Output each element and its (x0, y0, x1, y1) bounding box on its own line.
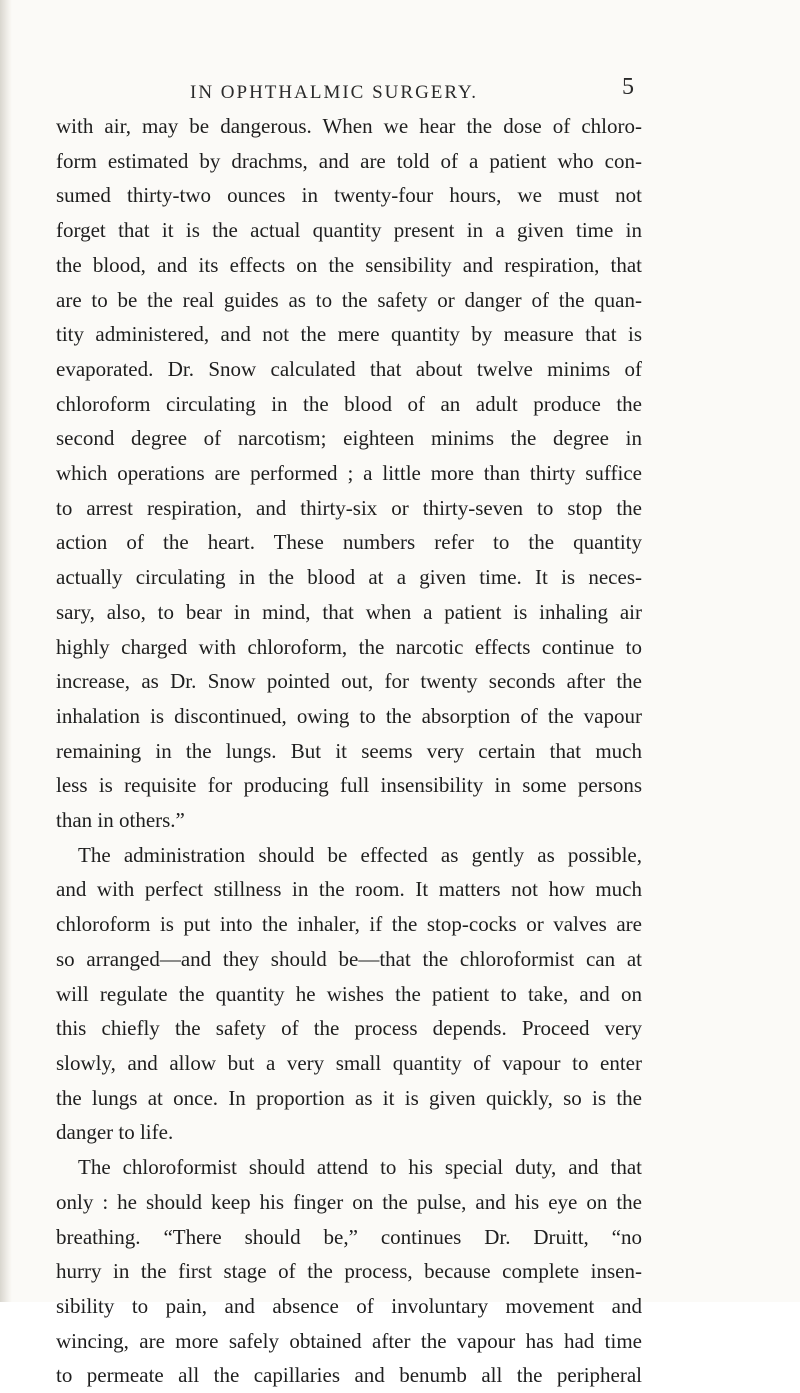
text-line: sibility to pain, and absence of involuntary movement and (56, 1293, 642, 1318)
text-line: action of the heart. These numbers refer to the quantity (56, 530, 642, 555)
text-line: danger to life. (56, 1120, 174, 1145)
text-line: hurry in the first stage of the process, because complete insen- (56, 1259, 642, 1284)
text-line: The administration should be effected as gently as possible, (78, 842, 642, 867)
text-line: only : he should keep his finger on the pulse, and his eye on the (56, 1189, 642, 1214)
text-line: the blood, and its effects on the sensibility and respiration, that (56, 252, 642, 277)
page-binding-edge (0, 0, 12, 1302)
running-head: IN OPHTHALMIC SURGERY. (190, 82, 479, 103)
text-line: and with perfect stillness in the room. It matters not how much (56, 877, 642, 902)
text-line: evaporated. Dr. Snow calculated that about twelve minims of (56, 356, 642, 381)
text-line: highly charged with chloroform, the narcotic effects continue to (56, 634, 642, 659)
text-line: than in others.” (56, 808, 185, 833)
text-line: remaining in the lungs. But it seems very certain that much (56, 738, 642, 763)
text-line: forget that it is the actual quantity present in a given time in (56, 218, 642, 243)
text-line: the lungs at once. In proportion as it is given quickly, so is the (56, 1085, 642, 1110)
text-line: actually circulating in the blood at a given time. It is neces- (56, 565, 642, 590)
text-line: second degree of narcotism; eighteen minims the degree in (56, 426, 642, 451)
text-line: to permeate all the capillaries and benumb all the peripheral (56, 1363, 642, 1388)
text-line: to arrest respiration, and thirty-six or thirty-seven to stop the (56, 495, 642, 520)
page-header (0, 70, 800, 110)
text-line: chloroform circulating in the blood of an adult produce the (56, 391, 642, 416)
text-line: chloroform is put into the inhaler, if the stop-cocks or valves are (56, 912, 642, 937)
text-line: sary, also, to bear in mind, that when a patient is inhaling air (56, 599, 642, 624)
text-line: slowly, and allow but a very small quantity of vapour to enter (56, 1050, 642, 1075)
text-line: which operations are performed ; a little more than thirty suffice (56, 461, 642, 486)
text-line: will regulate the quantity he wishes the patient to take, and on (56, 981, 642, 1006)
body-text (56, 109, 642, 1393)
text-line: are to be the real guides as to the safety or danger of the quan- (56, 287, 642, 312)
text-line: tity administered, and not the mere quantity by measure that is (56, 322, 642, 347)
text-line: so arranged—and they should be—that the chloroformist can at (56, 946, 642, 971)
text-line: breathing. “There should be,” continues Dr. Druitt, “no (56, 1224, 642, 1249)
text-line: with air, may be dangerous. When we hear the dose of chloro- (56, 114, 642, 138)
text-line: wincing, are more safely obtained after the vapour has had time (56, 1328, 642, 1353)
page-number: 5 (622, 74, 634, 100)
text-line: form estimated by drachms, and are told of a patient who con- (56, 148, 642, 173)
text-line: less is requisite for producing full insensibility in some persons (56, 773, 642, 798)
text-line: this chiefly the safety of the process depends. Proceed very (56, 1016, 642, 1041)
text-line: sumed thirty-two ounces in twenty-four hours, we must not (56, 183, 642, 208)
text-line: The chloroformist should attend to his special duty, and that (78, 1155, 642, 1180)
text-line: inhalation is discontinued, owing to the absorption of the vapour (56, 703, 642, 728)
text-line: increase, as Dr. Snow pointed out, for twenty seconds after the (56, 669, 642, 694)
